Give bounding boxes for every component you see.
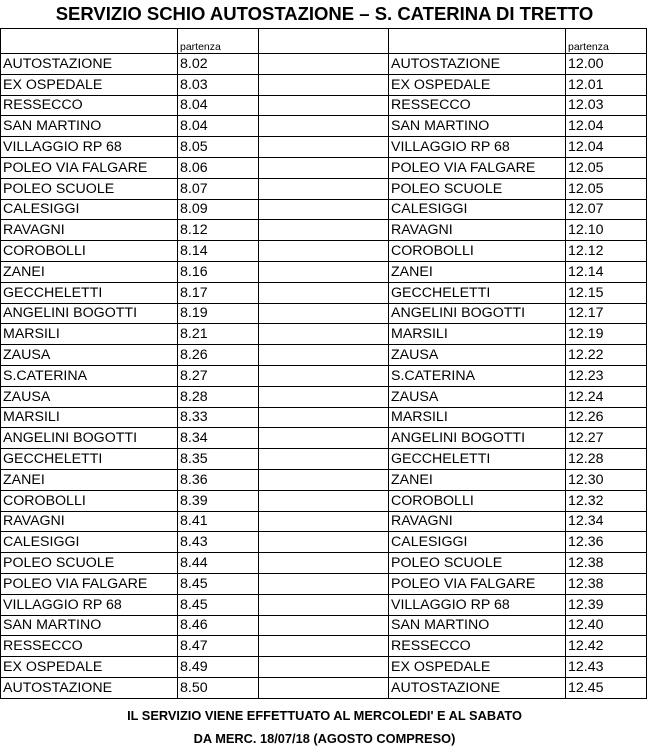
table-row (1, 116, 647, 137)
stop-right: ANGELINI BOGOTTI (389, 428, 566, 449)
time-right: 12.22 (566, 345, 647, 366)
time-left: 8.36 (178, 469, 259, 490)
footer-line-1: IL SERVIZIO VIENE EFFETTUATO AL MERCOLEDI' E AL SABATO (127, 708, 522, 723)
spacer-cell (259, 282, 389, 303)
time-left: 8.07 (178, 178, 259, 199)
time-left: 8.16 (178, 261, 259, 282)
stop-right: RAVAGNI (389, 511, 566, 532)
stop-right: AUTOSTAZIONE (389, 54, 566, 75)
spacer-cell (259, 116, 389, 137)
spacer-cell (259, 345, 389, 366)
stop-right: GECCHELETTI (389, 449, 566, 470)
time-left: 8.17 (178, 282, 259, 303)
stop-left: COROBOLLI (1, 241, 178, 262)
spacer-cell (259, 428, 389, 449)
stop-right: GECCHELETTI (389, 282, 566, 303)
time-left: 8.12 (178, 220, 259, 241)
spacer-cell (259, 220, 389, 241)
spacer-cell (259, 657, 389, 678)
spacer-cell (259, 677, 389, 698)
spacer-cell (259, 74, 389, 95)
stop-left: ZAUSA (1, 345, 178, 366)
schedule-body (1, 29, 647, 699)
stop-right: AUTOSTAZIONE (389, 677, 566, 698)
time-right: 12.23 (566, 365, 647, 386)
table-row (1, 157, 647, 178)
time-left: 8.46 (178, 615, 259, 636)
time-left: 8.28 (178, 386, 259, 407)
spacer-cell (259, 199, 389, 220)
time-right: 12.32 (566, 490, 647, 511)
time-right: 12.04 (566, 137, 647, 158)
header-stop-right (389, 29, 566, 54)
stop-left: RAVAGNI (1, 220, 178, 241)
time-left: 8.47 (178, 636, 259, 657)
time-right: 12.40 (566, 615, 647, 636)
table-row (1, 615, 647, 636)
time-right: 12.15 (566, 282, 647, 303)
stop-left: GECCHELETTI (1, 282, 178, 303)
stop-left: ZANEI (1, 261, 178, 282)
spacer-cell (259, 261, 389, 282)
time-left: 8.21 (178, 324, 259, 345)
stop-right: ZAUSA (389, 386, 566, 407)
time-right: 12.19 (566, 324, 647, 345)
header-stop-left (1, 29, 178, 54)
time-right: 12.24 (566, 386, 647, 407)
time-right: 12.05 (566, 157, 647, 178)
spacer-cell (259, 178, 389, 199)
stop-left: S.CATERINA (1, 365, 178, 386)
time-right: 12.27 (566, 428, 647, 449)
table-row (1, 95, 647, 116)
header-spacer (259, 29, 389, 54)
time-right: 12.42 (566, 636, 647, 657)
stop-right: MARSILI (389, 324, 566, 345)
stop-left: COROBOLLI (1, 490, 178, 511)
schedule-table (0, 28, 647, 699)
time-right: 12.39 (566, 594, 647, 615)
stop-right: SAN MARTINO (389, 116, 566, 137)
stop-right: ZANEI (389, 469, 566, 490)
stop-right: POLEO SCUOLE (389, 178, 566, 199)
spacer-cell (259, 365, 389, 386)
time-left: 8.45 (178, 594, 259, 615)
table-row (1, 594, 647, 615)
stop-left: POLEO VIA FALGARE (1, 157, 178, 178)
time-left: 8.02 (178, 54, 259, 75)
stop-right: RAVAGNI (389, 220, 566, 241)
spacer-cell (259, 573, 389, 594)
table-row (1, 490, 647, 511)
time-left: 8.26 (178, 345, 259, 366)
stop-left: RAVAGNI (1, 511, 178, 532)
table-row (1, 573, 647, 594)
table-row (1, 449, 647, 470)
spacer-cell (259, 532, 389, 553)
table-row (1, 54, 647, 75)
table-row (1, 657, 647, 678)
time-left: 8.41 (178, 511, 259, 532)
time-right: 12.43 (566, 657, 647, 678)
time-right: 12.10 (566, 220, 647, 241)
time-left: 8.45 (178, 573, 259, 594)
stop-right: ANGELINI BOGOTTI (389, 303, 566, 324)
stop-right: ZANEI (389, 261, 566, 282)
time-left: 8.14 (178, 241, 259, 262)
stop-left: MARSILI (1, 407, 178, 428)
table-row (1, 636, 647, 657)
spacer-cell (259, 407, 389, 428)
time-right: 12.03 (566, 95, 647, 116)
time-left: 8.49 (178, 657, 259, 678)
time-left: 8.34 (178, 428, 259, 449)
page-title: SERVIZIO SCHIO AUTOSTAZIONE – S. CATERINA DI TRETTO (55, 3, 594, 24)
time-right: 12.17 (566, 303, 647, 324)
stop-left: VILLAGGIO RP 68 (1, 137, 178, 158)
spacer-cell (259, 157, 389, 178)
table-row (1, 511, 647, 532)
table-row (1, 407, 647, 428)
table-row (1, 345, 647, 366)
table-row (1, 282, 647, 303)
table-row (1, 74, 647, 95)
table-row (1, 303, 647, 324)
time-left: 8.03 (178, 74, 259, 95)
table-row (1, 220, 647, 241)
time-left: 8.50 (178, 677, 259, 698)
table-row (1, 386, 647, 407)
time-right: 12.30 (566, 469, 647, 490)
stop-left: AUTOSTAZIONE (1, 54, 178, 75)
time-right: 12.01 (566, 74, 647, 95)
table-row (1, 365, 647, 386)
time-left: 8.05 (178, 137, 259, 158)
stop-right: CALESIGGI (389, 199, 566, 220)
table-row (1, 324, 647, 345)
time-left: 8.33 (178, 407, 259, 428)
table-row (1, 469, 647, 490)
stop-left: EX OSPEDALE (1, 74, 178, 95)
stop-left: CALESIGGI (1, 199, 178, 220)
stop-right: S.CATERINA (389, 365, 566, 386)
time-left: 8.27 (178, 365, 259, 386)
time-right: 12.07 (566, 199, 647, 220)
time-right: 12.14 (566, 261, 647, 282)
table-row (1, 137, 647, 158)
time-right: 12.12 (566, 241, 647, 262)
stop-right: ZAUSA (389, 345, 566, 366)
stop-left: ANGELINI BOGOTTI (1, 303, 178, 324)
table-row (1, 241, 647, 262)
stop-left: ANGELINI BOGOTTI (1, 428, 178, 449)
time-left: 8.06 (178, 157, 259, 178)
time-right: 12.28 (566, 449, 647, 470)
time-right: 12.05 (566, 178, 647, 199)
stop-right: EX OSPEDALE (389, 657, 566, 678)
table-row (1, 199, 647, 220)
time-right: 12.00 (566, 54, 647, 75)
time-left: 8.04 (178, 116, 259, 137)
stop-left: SAN MARTINO (1, 615, 178, 636)
stop-left: ZANEI (1, 469, 178, 490)
table-row (1, 532, 647, 553)
stop-right: POLEO VIA FALGARE (389, 157, 566, 178)
stop-left: RESSECCO (1, 636, 178, 657)
time-left: 8.43 (178, 532, 259, 553)
time-left: 8.04 (178, 95, 259, 116)
spacer-cell (259, 636, 389, 657)
stop-left: VILLAGGIO RP 68 (1, 594, 178, 615)
spacer-cell (259, 241, 389, 262)
table-row (1, 178, 647, 199)
time-right: 12.26 (566, 407, 647, 428)
spacer-cell (259, 615, 389, 636)
stop-right: EX OSPEDALE (389, 74, 566, 95)
stop-right: CALESIGGI (389, 532, 566, 553)
time-left: 8.35 (178, 449, 259, 470)
header-row (1, 29, 647, 54)
stop-left: GECCHELETTI (1, 449, 178, 470)
spacer-cell (259, 386, 389, 407)
stop-right: RESSECCO (389, 636, 566, 657)
stop-left: AUTOSTAZIONE (1, 677, 178, 698)
stop-left: POLEO VIA FALGARE (1, 573, 178, 594)
time-right: 12.45 (566, 677, 647, 698)
stop-left: EX OSPEDALE (1, 657, 178, 678)
spacer-cell (259, 553, 389, 574)
table-row (1, 677, 647, 698)
stop-left: RESSECCO (1, 95, 178, 116)
stop-right: SAN MARTINO (389, 615, 566, 636)
time-right: 12.38 (566, 573, 647, 594)
footer-line-2: DA MERC. 18/07/18 (AGOSTO COMPRESO) (193, 731, 456, 746)
stop-left: POLEO SCUOLE (1, 553, 178, 574)
spacer-cell (259, 54, 389, 75)
table-row (1, 428, 647, 449)
spacer-cell (259, 469, 389, 490)
stop-right: POLEO VIA FALGARE (389, 573, 566, 594)
stop-left: MARSILI (1, 324, 178, 345)
stop-right: COROBOLLI (389, 490, 566, 511)
time-right: 12.36 (566, 532, 647, 553)
stop-left: SAN MARTINO (1, 116, 178, 137)
time-left: 8.09 (178, 199, 259, 220)
spacer-cell (259, 490, 389, 511)
spacer-cell (259, 324, 389, 345)
spacer-cell (259, 303, 389, 324)
time-left: 8.19 (178, 303, 259, 324)
time-left: 8.39 (178, 490, 259, 511)
stop-right: MARSILI (389, 407, 566, 428)
spacer-cell (259, 137, 389, 158)
table-row (1, 261, 647, 282)
header-partenza-left: partenza (178, 29, 259, 54)
stop-right: RESSECCO (389, 95, 566, 116)
spacer-cell (259, 95, 389, 116)
time-right: 12.38 (566, 553, 647, 574)
stop-left: CALESIGGI (1, 532, 178, 553)
stop-left: POLEO SCUOLE (1, 178, 178, 199)
stop-right: COROBOLLI (389, 241, 566, 262)
header-partenza-right: partenza (566, 29, 647, 54)
table-row (1, 553, 647, 574)
stop-right: VILLAGGIO RP 68 (389, 594, 566, 615)
time-left: 8.44 (178, 553, 259, 574)
stop-right: POLEO SCUOLE (389, 553, 566, 574)
spacer-cell (259, 594, 389, 615)
stop-right: VILLAGGIO RP 68 (389, 137, 566, 158)
time-right: 12.04 (566, 116, 647, 137)
time-right: 12.34 (566, 511, 647, 532)
spacer-cell (259, 511, 389, 532)
spacer-cell (259, 449, 389, 470)
stop-left: ZAUSA (1, 386, 178, 407)
